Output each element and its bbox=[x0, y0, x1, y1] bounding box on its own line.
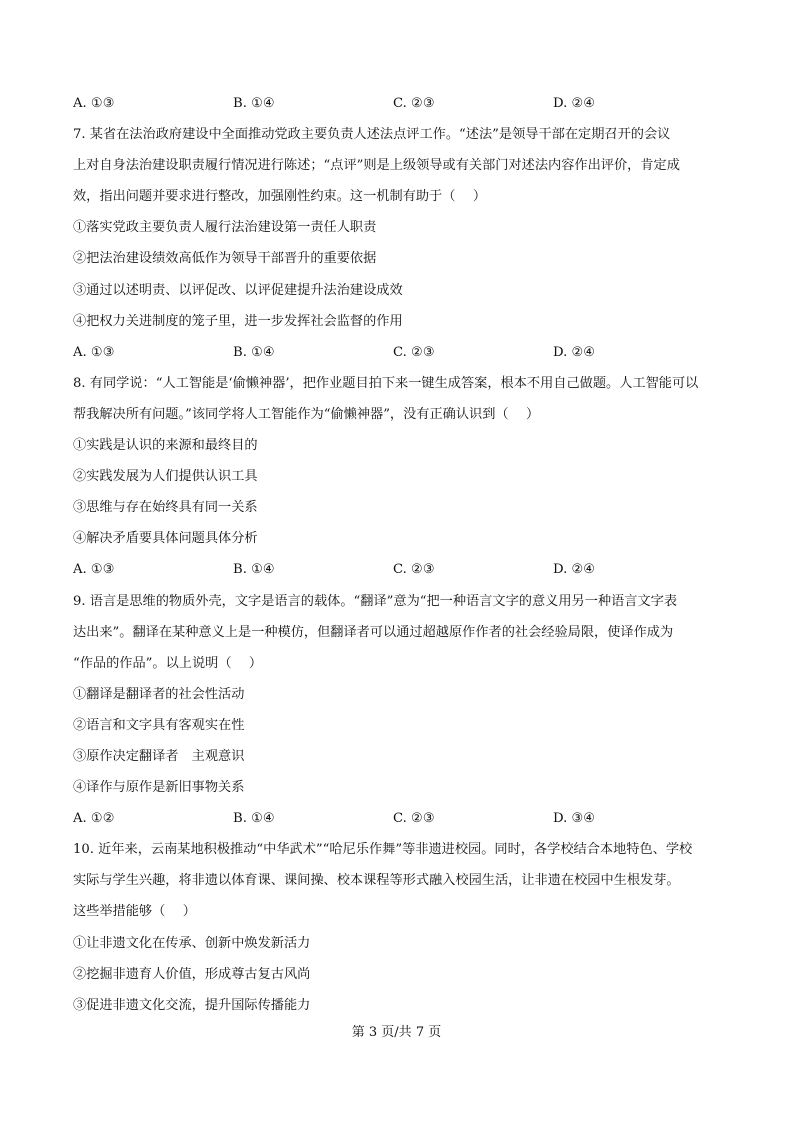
question-stem-line: 这些举措能够（ ） bbox=[73, 904, 196, 920]
question-8 bbox=[73, 373, 733, 591]
statement-item: ①落实党政主要负责人履行法治建设第一责任人职责 bbox=[73, 220, 377, 236]
option-a: A. ①② bbox=[73, 811, 115, 827]
statement-item: ④解决矛盾要具体问题具体分析 bbox=[73, 531, 258, 547]
options-row bbox=[73, 342, 733, 373]
question-stem-line: 效，指出问题并要求进行整改，加强刚性约束。这一机制有助于（ ） bbox=[73, 189, 487, 205]
question-stem-line: 7. 某省在法治政府建设中全面推动党政主要负责人述法点评工作。“述法”是领导干部在定期召开的会议 bbox=[73, 127, 671, 143]
option-c: C. ②③ bbox=[393, 811, 435, 827]
option-c: C. ②③ bbox=[393, 96, 435, 111]
statement-item: ③原作决定翻译者 主观意识 bbox=[73, 748, 245, 764]
question-stem-line: 10. 近年来，云南某地积极推动“中华武术”“哈尼乐作舞”等非遗进校园。同时，各学校结合本地特色、学校 bbox=[73, 842, 693, 858]
statement-item: ②实践发展为人们提供认识工具 bbox=[73, 469, 258, 485]
statement-item: ②挖掘非遗育人价值，形成尊古复古风尚 bbox=[73, 966, 311, 982]
statement-item: ①实践是认识的来源和最终目的 bbox=[73, 438, 258, 454]
option-a: A. ①③ bbox=[73, 562, 115, 578]
option-c: C. ②③ bbox=[393, 562, 435, 578]
statement-item: ③促进非遗文化交流，提升国际传播能力 bbox=[73, 997, 311, 1013]
statement-item: ④译作与原作是新旧事物关系 bbox=[73, 780, 245, 796]
statement-item: ②语言和文字具有客观实在性 bbox=[73, 717, 245, 733]
statement-item: ①翻译是翻译者的社会性活动 bbox=[73, 686, 245, 702]
question-stem-line: 达出来”。翻译在某种意义上是一种模仿，但翻译者可以通过超越原作作者的社会经验局限，使译作成为 bbox=[73, 624, 674, 640]
statement-item: ①让非遗文化在传承、创新中焕发新活力 bbox=[73, 935, 311, 951]
option-b: B. ①④ bbox=[233, 344, 275, 360]
question-10 bbox=[73, 839, 733, 1026]
question-stem-line: 9. 语言是思维的物质外壳，文字是语言的载体。“翻译”意为“把一种语言文字的意义用另一种语言文字表 bbox=[73, 593, 678, 609]
options-row bbox=[73, 808, 733, 839]
statement-item: ②把法治建设绩效高低作为领导干部晋升的重要依据 bbox=[73, 251, 377, 267]
question-7 bbox=[73, 124, 733, 373]
options-row bbox=[73, 559, 733, 590]
option-c: C. ②③ bbox=[393, 344, 435, 360]
question-stem-line: 实际与学生兴趣，将非遗以体育课、课间操、校本课程等形式融入校园生活，让非遗在校园中生根发芽。 bbox=[73, 873, 680, 889]
option-b: B. ①④ bbox=[233, 562, 275, 578]
options-row-q6 bbox=[73, 93, 733, 124]
page-content bbox=[73, 93, 733, 1026]
question-stem-line: 帮我解决所有问题。”该同学将人工智能作为“偷懒神器”，没有正确认识到（ ） bbox=[73, 406, 540, 422]
question-stem-line: 上对自身法治建设职责履行情况进行陈述；“点评”则是上级领导或有关部门对述法内容作出评价，肯定成 bbox=[73, 158, 680, 174]
question-stem-line: 8. 有同学说：“人工智能是‘偷懒神器’，把作业题目拍下来一键生成答案，根本不用自己做题。人工智能可以 bbox=[73, 375, 699, 391]
option-b: B. ①④ bbox=[233, 96, 275, 111]
option-d: D. ③④ bbox=[553, 811, 596, 827]
option-b: B. ①④ bbox=[233, 811, 275, 827]
option-a: A. ①③ bbox=[73, 344, 115, 360]
option-d: D. ②④ bbox=[553, 344, 596, 360]
page-footer: 第 3 页/共 7 页 bbox=[351, 1025, 442, 1040]
question-stem-line: “作品的作品”。以上说明（ ） bbox=[73, 655, 263, 671]
option-d: D. ②④ bbox=[553, 562, 596, 578]
question-9 bbox=[73, 591, 733, 840]
statement-item: ③通过以述明责、以评促改、以评促建提升法治建设成效 bbox=[73, 282, 403, 298]
option-a: A. ①③ bbox=[73, 96, 115, 111]
statement-item: ③思维与存在始终具有同一关系 bbox=[73, 500, 258, 516]
statement-item: ④把权力关进制度的笼子里，进一步发挥社会监督的作用 bbox=[73, 313, 403, 329]
option-d: D. ②④ bbox=[553, 96, 596, 111]
